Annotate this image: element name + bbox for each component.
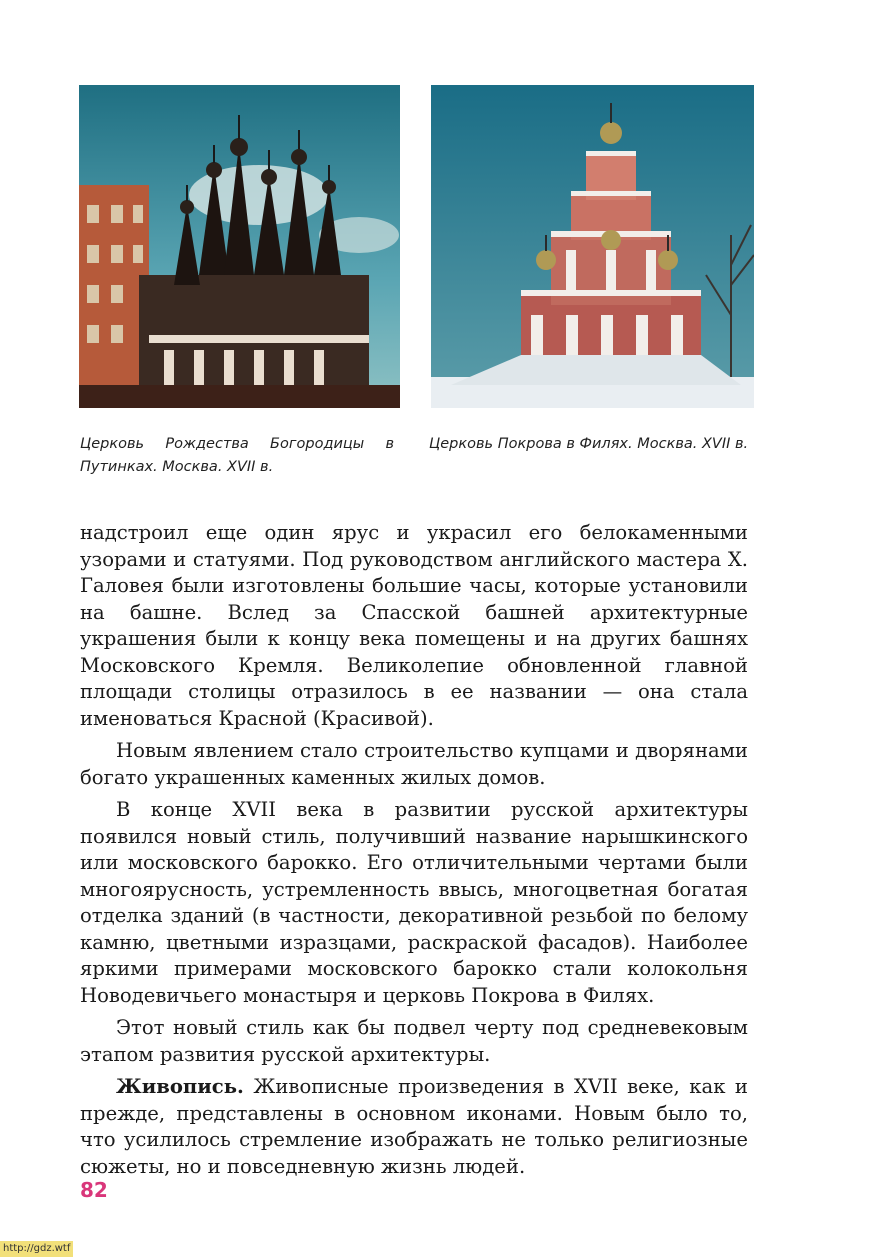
paragraph-3: В конце XVII века в развитии русской архитектуры появился новый стиль, получивший название нарышкинского или московского барокко. Его отличительными чертами были многоярусность, устремленность ввысь, многоцветная богатая отделка зданий (в частности, декоративной резьбой по белому камню, цветными изразцами, раскраской фасадов). Наиболее яркими примерами московского барокко стали колокольня Новодевичьего монастыря и церковь Покрова в Филях. bbox=[80, 798, 748, 1007]
paragraph-5 bbox=[80, 1074, 748, 1180]
paragraph-5-text: Живописные произведения в XVII веке, как и прежде, представлены в основном иконами. Новым было то, что усилилось стремление изображать не только религиозные сюжеты, но и повседневную жизнь людей. bbox=[80, 1075, 748, 1178]
watermark-link[interactable]: http://gdz.wtf bbox=[0, 1241, 73, 1257]
church-fili-photo bbox=[431, 85, 754, 408]
caption-right: Церковь Покрова в Филях. Москва. XVII в. bbox=[429, 436, 749, 452]
church-putinki-photo bbox=[79, 85, 400, 408]
caption-left: Церковь Рождества Богородицы в Путинках. Москва. XVII в. bbox=[80, 436, 394, 475]
page-number: 82 bbox=[80, 1178, 108, 1202]
paragraph-4: Этот новый стиль как бы подвел черту под средневековым этапом развития русской архитектуры. bbox=[80, 1016, 748, 1066]
body-text bbox=[80, 520, 748, 1186]
paragraph-1: надстроил еще один ярус и украсил его белокаменными узорами и статуями. Под руководством английского мастера Х. Галовея были изготовлены большие часы, которые установили на башне. Вслед за Спасской башней архитектурные украшения были к концу века помещены и на других башнях Московского Кремля. Великолепие обновленной главной площади столицы отразилось в ее названии — она стала именоваться Красной (Красивой). bbox=[80, 521, 748, 730]
paragraph-2: Новым явлением стало строительство купцами и дворянами богато украшенных каменных жилых домов. bbox=[80, 739, 748, 789]
painting-heading: Живопись. bbox=[116, 1075, 244, 1098]
